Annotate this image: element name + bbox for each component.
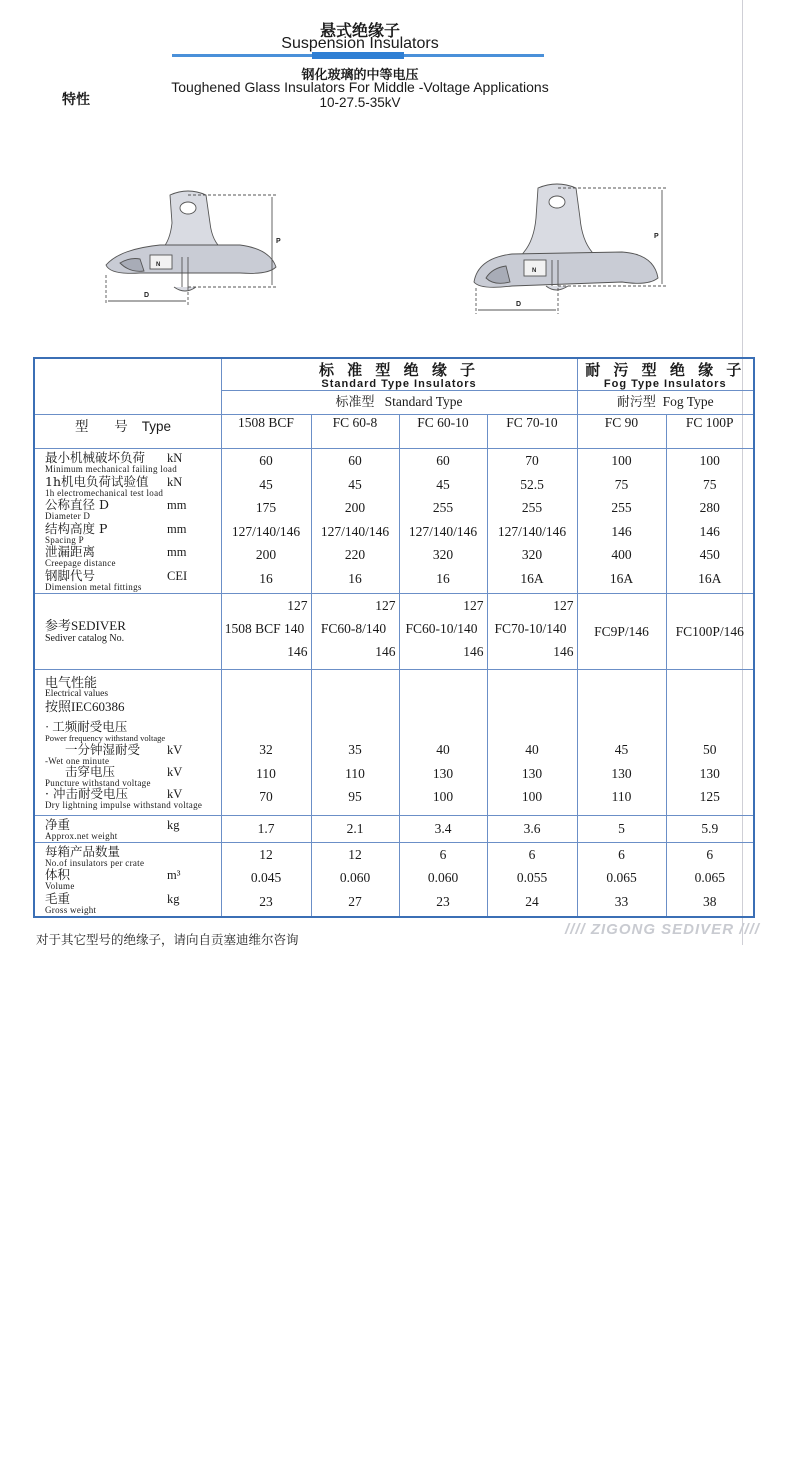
catalog-label	[34, 594, 221, 670]
model-3: FC 60-10	[399, 415, 487, 449]
catalog-col-5: FC9P/146	[577, 594, 666, 670]
weight-val-5: 5	[577, 816, 666, 843]
weight-label: 净重 Approx.net weight kg	[34, 816, 221, 843]
crate-col-6: 6 0.065 38	[666, 842, 754, 917]
title-en: Suspension Insulators	[281, 35, 439, 52]
model-4: FC 70-10	[487, 415, 577, 449]
subgroup-fog-en: Fog Type	[662, 394, 714, 409]
weight-val-2: 2.1	[311, 816, 399, 843]
mech-col-2: 60 45 200 127/140/146 220 16	[311, 449, 399, 594]
mech-col-3: 60 45 255 127/140/146 320 16	[399, 449, 487, 594]
crate-col-3: 6 0.060 23	[399, 842, 487, 917]
insulator-drawing-fog	[472, 182, 672, 317]
mech-label-row: 结构高度 P Spacing P mm	[45, 520, 187, 545]
subgroup-standard	[221, 391, 577, 415]
type-label-cn: 型 号	[75, 419, 128, 435]
voltage-range: 10-27.5-35kV	[319, 95, 401, 110]
catalog-block	[34, 594, 754, 670]
weight-val-4: 3.6	[487, 816, 577, 843]
crate-block	[34, 842, 754, 917]
mech-col-6: 100 75 280 146 450 16A	[666, 449, 754, 594]
crate-col-1: 12 0.045 23	[221, 842, 311, 917]
catalog-label-en: Sediver catalog No.	[45, 633, 125, 644]
electrical-block	[34, 670, 754, 816]
subgroup-fog-cn: 耐污型	[616, 395, 656, 410]
weight-val-6: 5.9	[666, 816, 754, 843]
mech-label-row: 公称直径 D Diameter D mm	[45, 497, 187, 521]
subtitle-cn: 钢化玻璃的中等电压	[301, 68, 419, 83]
electrical-label-row: 击穿电压 Puncture withstand voltage kV	[45, 764, 183, 788]
crate-col-5: 6 0.065 33	[577, 842, 666, 917]
electrical-title-cn: 电气性能	[45, 675, 98, 690]
spec-table	[33, 357, 755, 918]
type-label	[34, 415, 221, 449]
title-underline	[172, 54, 544, 57]
catalog-col-3: 127 FC60-10/140 146	[399, 594, 487, 670]
brand-logo: //// ZIGONG SEDIVER ////	[565, 921, 760, 938]
corner-cell	[34, 358, 221, 415]
subgroup-fog	[577, 391, 754, 415]
catalog-col-4: 127 FC70-10/140 146	[487, 594, 577, 670]
model-1: 1508 BCF	[221, 415, 311, 449]
weight-val-1: 1.7	[221, 816, 311, 843]
crate-col-2: 12 0.060 27	[311, 842, 399, 917]
mech-col-1: 60 45 175 127/140/146 200 16	[221, 449, 311, 594]
electrical-label-row: · 冲击耐受电压 Dry lightning impulse withstand voltage kV	[45, 786, 203, 810]
crate-labels: 每箱产品数量 No.of insulators per crate 体积 Volume m³ 毛重 Gross weight kg	[34, 842, 221, 917]
title-cn: 悬式绝缘子	[319, 21, 400, 40]
dim-label-n-left: N	[156, 262, 161, 268]
group-standard-en: Standard Type Insulators	[321, 378, 477, 390]
subgroup-standard-en: Standard Type	[384, 394, 463, 409]
elec-col-3: 40 130 100	[399, 670, 487, 816]
dim-label-d-left: D	[144, 292, 150, 299]
weight-row	[34, 816, 754, 843]
section-label: 特性	[62, 92, 90, 108]
mech-label-row: 钢脚代号 Dimension metal fittings CEI	[45, 567, 188, 592]
weight-val-3: 3.4	[399, 816, 487, 843]
pf-title-cn: · 工频耐受电压	[45, 720, 128, 734]
footnote: 对于其它型号的绝缘子，请向自贡塞迪维尔咨询	[36, 932, 299, 947]
group-fog	[577, 358, 754, 391]
mech-block	[34, 449, 754, 594]
mech-col-5: 100 75 255 146 400 16A	[577, 449, 666, 594]
group-standard-cn: 标 准 型 绝 缘 子	[318, 361, 480, 379]
catalog-col-1: 127 1508 BCF 140 146	[221, 594, 311, 670]
model-5: FC 90	[577, 415, 666, 449]
catalog-label-cn: 参考SEDIVER	[45, 618, 126, 633]
pf-title-en: Power frequency withstand voltage	[45, 733, 166, 743]
catalog-col-6: FC100P/146	[666, 594, 754, 670]
electrical-standard: 按照IEC60386	[45, 699, 125, 714]
group-fog-cn: 耐 污 型 绝 缘 子	[585, 361, 746, 379]
elec-col-4: 40 130 100	[487, 670, 577, 816]
model-6: FC 100P	[666, 415, 754, 449]
elec-col-6: 50 130 125	[666, 670, 754, 816]
electrical-title-en: Electrical values	[45, 689, 109, 699]
subgroup-standard-cn: 标准型	[335, 395, 375, 410]
mech-label-row: 1h机电负荷试验值 1h electromechanical test load kN	[45, 473, 183, 498]
crate-col-4: 6 0.055 24	[487, 842, 577, 917]
mech-col-4: 70 52.5 255 127/140/146 320 16A	[487, 449, 577, 594]
group-fog-en: Fog Type Insulators	[603, 378, 727, 390]
elec-col-5: 45 130 110	[577, 670, 666, 816]
group-standard	[221, 358, 577, 391]
mech-label-row: 最小机械破坏负荷 Minimum mechanical failing load kN	[45, 450, 183, 474]
electrical-label-row: 一分钟湿耐受 -Wet one minute kV	[45, 742, 183, 766]
model-2: FC 60-8	[311, 415, 399, 449]
type-row	[34, 415, 754, 449]
group-header-row	[34, 358, 754, 391]
mech-labels	[34, 449, 221, 594]
catalog-col-2: 127 FC60-8/140 146	[311, 594, 399, 670]
electrical-labels	[34, 670, 221, 816]
dim-label-p-right: P	[654, 233, 659, 240]
mech-label-row: 泄漏距离 Creepage distance mm	[45, 544, 187, 568]
type-label-en: Type	[141, 419, 172, 434]
dim-label-p-left: P	[276, 238, 281, 245]
insulator-drawing-standard	[100, 183, 290, 308]
elec-col-1: 32 110 70	[221, 670, 311, 816]
subtitle-en: Toughened Glass Insulators For Middle -Voltage Applications	[171, 79, 549, 95]
dim-label-n-right: N	[532, 268, 537, 274]
elec-col-2: 35 110 95	[311, 670, 399, 816]
dim-label-d-right: D	[516, 301, 522, 308]
